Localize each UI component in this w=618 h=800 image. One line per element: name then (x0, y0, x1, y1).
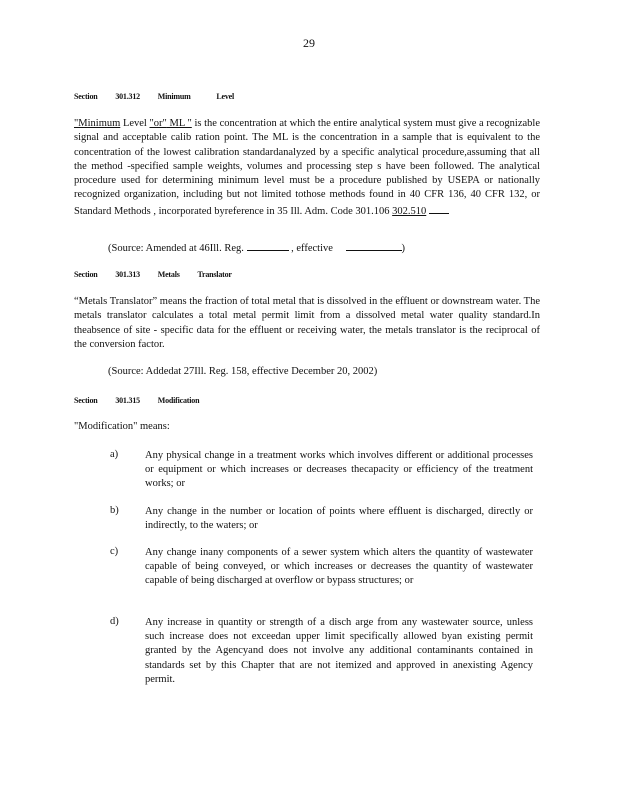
term-minimum: "Minimum (74, 118, 121, 129)
modification-intro: "Modification" means: (74, 421, 170, 432)
term-or: "or" (149, 118, 167, 129)
section-number: 301.313 (115, 270, 140, 279)
section-title-word: Minimum (157, 92, 191, 101)
list-item-label: c) (110, 546, 119, 557)
section-title-word: Metals (157, 270, 180, 279)
minimum-level-source (108, 240, 405, 254)
metals-translator-definition: “Metals Translator” means the fraction of total metal that is dissolved in the effluent or downstream water. The metals translator calculates a total metal permit limit from a dissolved metal water quality standard.In theabsence of site - specific data for the effluent or receiving water, the metals translator is the reciprocal of the conversion factor. (74, 296, 540, 350)
metals-translator-source: (Source: Addedat 27Ill. Reg. 158, effective December 20, 2002) (108, 366, 378, 377)
struck-citation: 302.510 (392, 205, 427, 217)
underline-blank (429, 203, 449, 214)
list-item-label: a) (110, 449, 119, 460)
section-label: Section (74, 396, 98, 405)
section-label: Section (74, 270, 98, 279)
minimum-level-body: is the concentration at which the entire analytical system must give a recognizable signal and acceptable calib ration point. The ML is the concentration in a sample that is equivalent to the concentration of the lowest calibration standardanalyzed by a specific analytical procedure,assuming that all the method -specified sample weights, volumes and processing step s have been followed. The analytical procedure used for determining minimum level must be a procedure published by USEPA or nationally recognized organization, including but not limited tothose methods found in 40 CFR 136, 40 CFR 132, or Standard Methods , incorporated byreference in 35 Ill. Adm. Code 301.106 (74, 118, 540, 217)
section-number: 301.312 (115, 92, 140, 101)
section-number: 301.315 (115, 396, 140, 405)
list-item-text: Any increase in quantity or strength of a disch arge from any wastewater source, unless such increase does not exceedan upper limit specifically allowed byan existing permit granted by the Agencyand does not involve any additional contaminants contained in standards set by this Chapter that are not itemized and approved in anexisting Agency permit. (145, 617, 533, 685)
source-mid: , effective (291, 243, 333, 254)
list-item-label: b) (110, 505, 119, 516)
list-item-text: Any physical change in a treatment works which involves different or additional processes or equipment or which increases or decreases thecapacity or efficiency of the treatment works; or (145, 450, 533, 490)
section-label: Section (74, 92, 98, 101)
section-title-word: Modification (157, 396, 200, 405)
reg-blank (247, 240, 289, 251)
term-ml: ML " (166, 118, 192, 129)
section-title-word: Translator (197, 270, 232, 279)
section-title-word: Level (216, 92, 235, 101)
page-number: 29 (303, 36, 315, 50)
list-item-label: d) (110, 616, 119, 627)
effective-blank (346, 240, 402, 251)
source-suffix: ) (401, 243, 406, 254)
term-level: Level (120, 118, 150, 129)
list-item-text: Any change in the number or location of points where effluent is discharged, directly or indirectly, to the waters; or (145, 506, 533, 532)
list-item-text: Any change inany components of a sewer system which alters the quantity of wastewater capable of being conveyed, or which increases or decreases the quantity of wastewater capable of being discharged at overflow or bypass structures; or (145, 547, 533, 587)
section-heading-metals-translator (74, 270, 232, 279)
section-heading-minimum-level (74, 92, 234, 101)
source-prefix: (Source: Amended at 46Ill. Reg. (108, 243, 244, 254)
minimum-level-definition (74, 117, 540, 219)
section-heading-modification (74, 396, 199, 405)
